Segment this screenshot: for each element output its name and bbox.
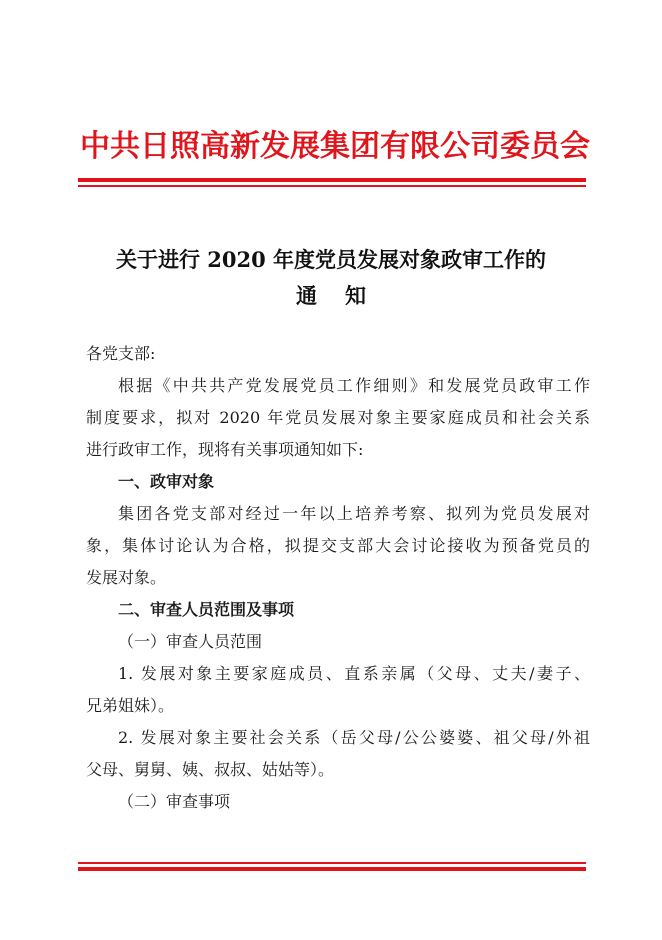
intro-line: 根据《中共共产党发展党员工作细则》和发展党员政审工作 — [118, 376, 590, 395]
document-title-line-2: 通知 — [296, 283, 394, 308]
organization-header: 中共日照高新发展集团有限公司委员会 — [80, 129, 590, 164]
header-divider-thin — [78, 185, 586, 187]
list-item-line: 1. 发展对象主要家庭成员、直系亲属（父母、丈夫/妻子、 — [118, 664, 590, 683]
section-heading: 一、政审对象 — [118, 472, 215, 491]
header-divider-thick — [78, 178, 586, 182]
paragraph-line: 集团各党支部对经过一年以上培养考察、拟列为党员发展对 — [118, 504, 590, 523]
intro-line: 制度要求，拟对 2020 年党员发展对象主要家庭成员和社会关系 — [86, 408, 590, 427]
document-title-line-1: 关于进行 2020 年度党员发展对象政审工作的 — [115, 247, 547, 272]
list-item-line: 兄弟姐妹）。 — [86, 696, 175, 715]
list-item-line: 父母、舅舅、姨、叔叔、姑姑等）。 — [86, 760, 335, 779]
subsection-heading: （二）审查事项 — [118, 792, 231, 811]
paragraph-line: 象，集体讨论认为合格，拟提交支部大会讨论接收为预备党员的 — [86, 536, 590, 555]
paragraph-line: 发展对象。 — [86, 568, 167, 587]
list-item-line: 2. 发展对象主要社会关系（岳父母/公公婆婆、祖父母/外祖 — [118, 728, 590, 747]
salutation: 各党支部: — [86, 344, 156, 363]
subsection-heading: （一）审查人员范围 — [118, 632, 263, 651]
section-heading: 二、审查人员范围及事项 — [118, 600, 295, 619]
footer-divider-thick — [78, 867, 586, 871]
footer-divider-thin — [78, 862, 586, 864]
intro-line: 进行政审工作，现将有关事项通知如下: — [86, 440, 364, 459]
